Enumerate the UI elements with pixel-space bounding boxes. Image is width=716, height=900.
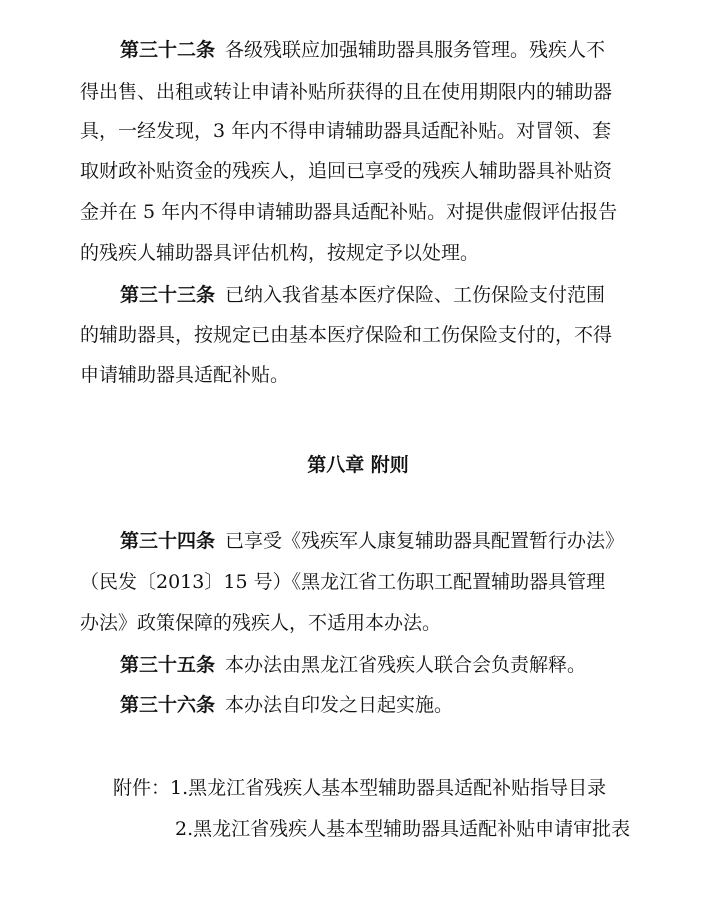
- article-36-text: 本办法自印发之日起实施。: [225, 694, 454, 716]
- article-34-number: 第三十四条: [120, 530, 216, 552]
- article-33-line-1: [120, 283, 605, 307]
- article-36-line: [120, 693, 453, 717]
- article-34-line-3: 办法》政策保障的残疾人，不适用本办法。: [80, 612, 442, 634]
- article-32-number: 第三十二条: [120, 39, 216, 61]
- article-33-line-3: 申请辅助器具适配补贴。: [80, 364, 290, 386]
- article-36-number: 第三十六条: [120, 694, 216, 716]
- article-33-number: 第三十三条: [120, 284, 216, 306]
- article-34-line-2: （民发〔2013〕15 号）《黑龙江省工伤职工配置辅助器具管理: [80, 571, 606, 593]
- article-34-line-1: [120, 529, 624, 553]
- article-32-line-2: 得出售、出租或转让申请补贴所获得的且在使用期限内的辅助器: [80, 81, 613, 103]
- article-33-line-2: 的辅助器具，按规定已由基本医疗保险和工伤保险支付的，不得: [80, 324, 613, 346]
- attachment-line-1: [113, 776, 606, 800]
- article-32-line-5: 金并在 5 年内不得申请辅助器具适配补贴。对提供虚假评估报告: [80, 201, 618, 223]
- article-35-line: [120, 653, 586, 677]
- article-35-number: 第三十五条: [120, 654, 216, 676]
- article-35-text: 本办法由黑龙江省残疾人联合会负责解释。: [225, 654, 587, 676]
- attachment-item-2: 2.黑龙江省残疾人基本型辅助器具适配补贴申请审批表: [175, 818, 631, 840]
- article-32-line-3: 具，一经发现，3 年内不得申请辅助器具适配补贴。对冒领、套: [80, 120, 612, 142]
- chapter-title: 第八章 附则: [307, 454, 409, 476]
- article-32-text: 各级残联应加强辅助器具服务管理。残疾人不: [225, 39, 606, 61]
- attachment-item-1: 1.黑龙江省残疾人基本型辅助器具适配补贴指导目录: [170, 777, 607, 799]
- article-32-line-1: [120, 38, 605, 62]
- article-32-line-4: 取财政补贴资金的残疾人，追回已享受的残疾人辅助器具补贴资: [80, 160, 613, 182]
- article-33-text: 已纳入我省基本医疗保险、工伤保险支付范围: [225, 284, 606, 306]
- article-34-text: 已享受《残疾军人康复辅助器具配置暂行办法》: [225, 530, 625, 552]
- attachment-label: 附件：: [113, 777, 171, 799]
- article-32-line-6: 的残疾人辅助器具评估机构，按规定予以处理。: [80, 242, 480, 264]
